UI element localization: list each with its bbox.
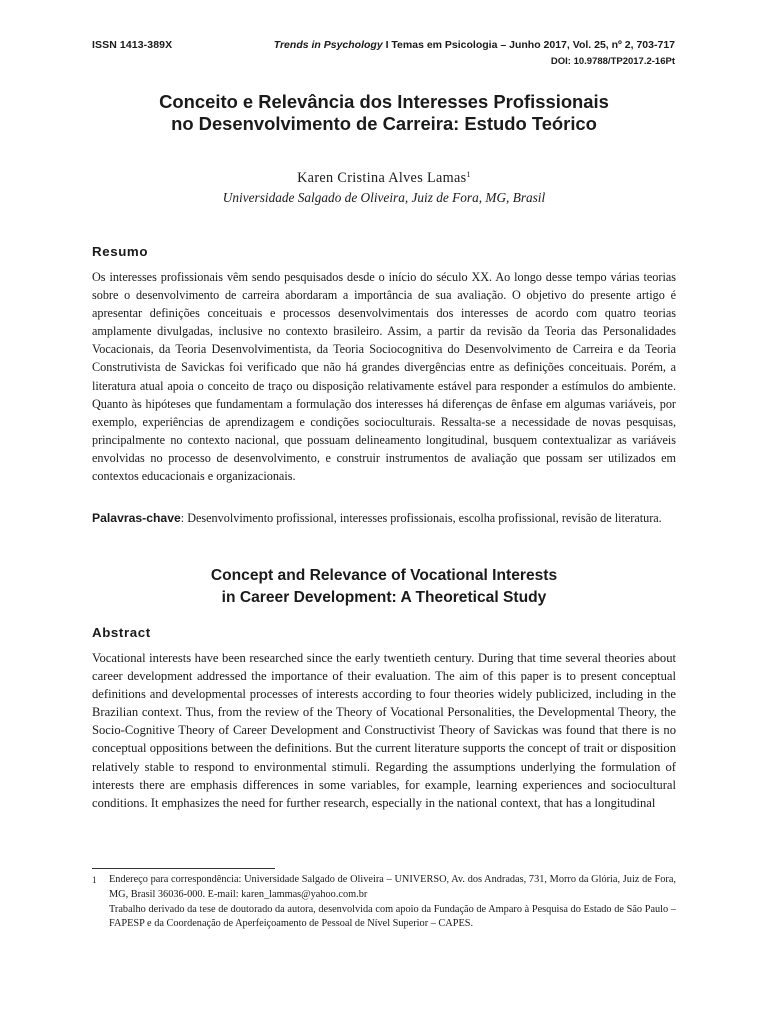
title-line: Conceito e Relevância dos Interesses Profissionais (159, 91, 609, 112)
resumo-paragraph: Os interesses profissionais vêm sendo pesquisados desde o início do século XX. Ao longo desse tempo várias teorias sobre o desenvolvimento de carreira abordaram a importância de sua avaliação. O objetivo do presente artigo é apresentar definições conceituais e processos desenvolvimentais dos interesses de acordo com quatro teorias amplamente divulgadas, inclusive no contexto brasileiro. Assim, a partir da revisão da Teoria das Personalidades Vocacionais, da Teoria Desenvolvimentista, da Teoria Sociocognitiva do Desenvolvimento de Carreira e da Teoria Construtivista de Savickas foi verificado que não há grandes divergências entre as definições conceituais. Porém, a literatura atual apoia o conceito de traço ou disposição relativamente estável para responder a estímulos do ambiente. Quanto às hipóteses que fundamentam a formulação dos interesses há diferenças de ênfase em algumas variáveis, por exemplo, experiências de aprendizagem e condições socioculturais. Ressalta-se a necessidade de novas pesquisas, principalmente no contexto nacional, que possuam delineamento longitudinal, busquem contextualizar as variáveis envolvidas no processo de desenvolvimento, e construir instrumentos de avaliação que possam ser utilizados em contextos educacionais e organizacionais. (92, 270, 676, 484)
article-title-portuguese (92, 91, 676, 135)
keywords (92, 509, 676, 527)
keywords-label: Palavras-chave (92, 511, 181, 525)
journal-citation (274, 39, 675, 51)
resumo-heading: Resumo (92, 244, 149, 259)
keywords-list: : Desenvolvimento profissional, interesses profissionais, escolha profissional, revisão de literatura. (180, 511, 662, 525)
title-line: in Career Development: A Theoretical Study (221, 589, 547, 606)
journal-name: Trends in Psychology (273, 39, 383, 51)
author-text: Karen Cristina Alves Lamas (297, 170, 467, 186)
title-line: no Desenvolvimento de Carreira: Estudo Teórico (171, 113, 597, 134)
abstract-paragraph: Vocational interests have been researched since the early twentieth century. During that time several theories about career development addressed the importance of their evaluation. The aim of this paper is to present conceptual definitions and developmental processes of interests according to four theories widely publicized, including in the Brazilian context. Thus, from the review of the Theory of Vocational Personalities, the Developmental Theory, the Socio-Cognitive Theory of Career Development and Constructivist Theory of Savickas was found that there is no conceptual oppositions between the definitions. But the current literature supports the concept of trait or disposition relatively stable to respond to environmental stimuli. Regarding the assumptions underlying the formulation of interests there are emphasis differences in some variables, for example, learning experiences and sociocultural conditions. It emphasizes the need for further research, especially in the national context, that has a longitudinal (92, 651, 676, 810)
title-line: Concept and Relevance of Vocational Interests (210, 567, 558, 584)
footnote-row (92, 873, 676, 932)
footnote-correspondence: Endereço para correspondência: Universidade Salgado de Oliveira – UNIVERSO, Av. dos Andradas, 731, Morro da Glória, Juiz de Fora, MG, Brasil 36036-000. E-mail: karen_lammas@yahoo.com.br (109, 874, 676, 900)
footnote (92, 873, 676, 932)
journal-issue-info: I Temas em Psicologia – Junho 2017, Vol. 25, nº 2, 703-717 (382, 39, 675, 51)
footnote-funding: Trabalho derivado da tese de doutorado da autora, desenvolvida com apoio da Fundação de Amparo à Pesquisa do Estado de São Paulo – FAPESP e da Coordenação de Aperfeiçoamento de Pessoal de Nível Superior – CAPES. (109, 903, 676, 930)
author-footnote-mark: 1 (466, 170, 471, 179)
footnote-mark: 1 (92, 875, 97, 885)
footnote-body (109, 873, 676, 932)
doi-label: DOI: 10.9788/TP2017.2-16Pt (550, 56, 675, 67)
author-affiliation: Universidade Salgado de Oliveira, Juiz de Fora, MG, Brasil (222, 190, 546, 205)
author-name (92, 170, 676, 187)
issn-label: ISSN 1413-389X (92, 39, 173, 51)
abstract-heading: Abstract (92, 625, 151, 640)
article-title-english (92, 565, 676, 609)
footnote-divider (92, 868, 275, 869)
